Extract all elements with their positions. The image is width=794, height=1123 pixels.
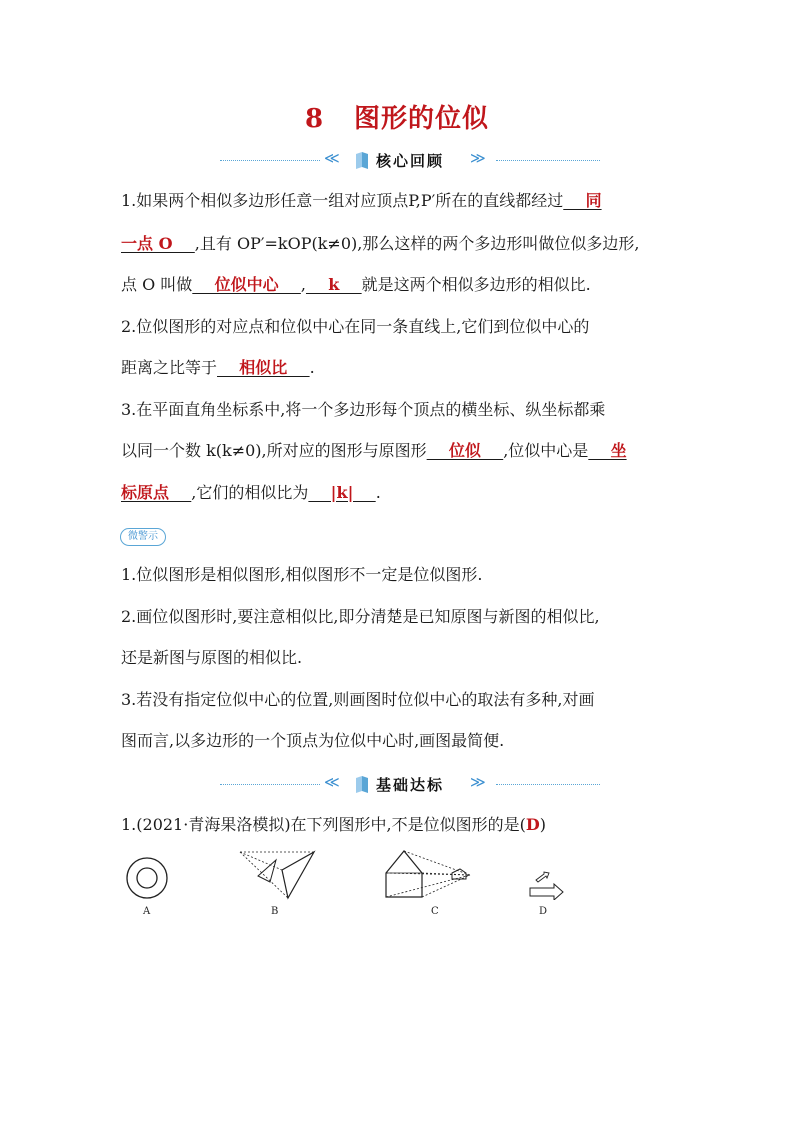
answer-blank: 标原点 — [121, 483, 192, 502]
figure-label-d: D — [539, 906, 548, 917]
review-line-4 — [121, 317, 589, 337]
divider-right — [496, 160, 600, 161]
divider-left — [220, 160, 320, 161]
figure-a-concentric-circles — [124, 855, 170, 901]
review-line-3 — [121, 275, 591, 295]
review-text: 距离之比等于 — [121, 358, 218, 377]
answer-blank: 位似中心 — [192, 275, 301, 294]
lesson-title: 图形的位似 — [354, 104, 490, 134]
tip-line-1: 1.位似图形是相似图形,相似图形不一定是位似图形. — [121, 565, 483, 584]
figure-d-arrows — [526, 870, 566, 900]
tip-line-4: 3.若没有指定位似中心的位置,则画图时位似中心的取法有多种,对画 — [121, 690, 595, 709]
question-answer: D — [525, 815, 540, 834]
answer-blank: 位似 — [426, 441, 504, 460]
tip-line-2: 2.画位似图形时,要注意相似比,即分清楚是已知原图与新图的相似比, — [121, 607, 600, 626]
question-1 — [121, 815, 546, 835]
review-text: ,位似中心是 — [503, 441, 589, 460]
question-text: ) — [539, 815, 547, 834]
figure-label-a: A — [143, 906, 151, 917]
lesson-number: 8 — [304, 104, 325, 134]
section-title-review: 核心回顾 — [376, 152, 445, 170]
page-title — [0, 98, 794, 135]
answer-blank: 坐 — [588, 441, 627, 460]
chevron-left-icon: ≪ — [324, 149, 340, 167]
answer-blank: |k| — [308, 483, 376, 502]
answer-blank: k — [305, 275, 362, 294]
review-line-6 — [121, 400, 605, 420]
answer-blank: 相似比 — [217, 358, 310, 377]
answer-blank: 同 — [563, 191, 602, 210]
review-text: ,它们的相似比为 — [191, 483, 309, 502]
figure-label-c: C — [431, 906, 439, 917]
review-line-2 — [121, 234, 639, 254]
review-line-5 — [121, 358, 315, 378]
chevron-right-icon: ≫ — [470, 773, 486, 791]
review-text: . — [309, 358, 315, 377]
figure-label-b: B — [271, 906, 279, 917]
section-title-basic: 基础达标 — [376, 776, 445, 794]
figure-c-pentagons — [382, 847, 476, 903]
review-text: 2.位似图形的对应点和位似中心在同一条直线上,它们到位似中心的 — [121, 317, 590, 336]
answer-blank: 一点 O — [121, 234, 195, 253]
book-icon — [354, 151, 370, 170]
review-text: 3.在平面直角坐标系中,将一个多边形每个顶点的横坐标、纵坐标都乘 — [121, 400, 606, 419]
review-text: 1.如果两个相似多边形任意一组对应顶点P,P′所在的直线都经过 — [121, 191, 564, 210]
review-text: ,且有 OP′=kOP(k≠0),那么这样的两个多边形叫做位似多边形, — [194, 234, 640, 253]
review-text: . — [375, 483, 381, 502]
figure-b-triangles — [236, 850, 318, 902]
review-line-7 — [121, 441, 627, 461]
review-line-1 — [121, 191, 602, 211]
section-header-review — [220, 149, 600, 173]
divider-left — [220, 784, 320, 785]
chevron-right-icon: ≫ — [470, 149, 486, 167]
tip-line-5: 图而言,以多边形的一个顶点为位似中心时,画图最简便. — [121, 731, 505, 750]
book-icon — [354, 775, 370, 794]
divider-right — [496, 784, 600, 785]
section-header-basic — [220, 773, 600, 797]
review-text: 就是这两个相似多边形的相似比. — [361, 275, 591, 294]
review-line-8 — [121, 483, 381, 503]
chevron-left-icon: ≪ — [324, 773, 340, 791]
question-text: 1.(2021·青海果洛模拟)在下列图形中,不是位似图形的是( — [121, 815, 526, 834]
review-text: 点 O 叫做 — [121, 275, 193, 294]
tip-line-3: 还是新图与原图的相似比. — [121, 648, 303, 667]
review-text: , — [300, 275, 306, 294]
tip-badge: 微警示 — [120, 528, 166, 546]
review-text: 以同一个数 k(k≠0),所对应的图形与原图形 — [121, 441, 427, 460]
